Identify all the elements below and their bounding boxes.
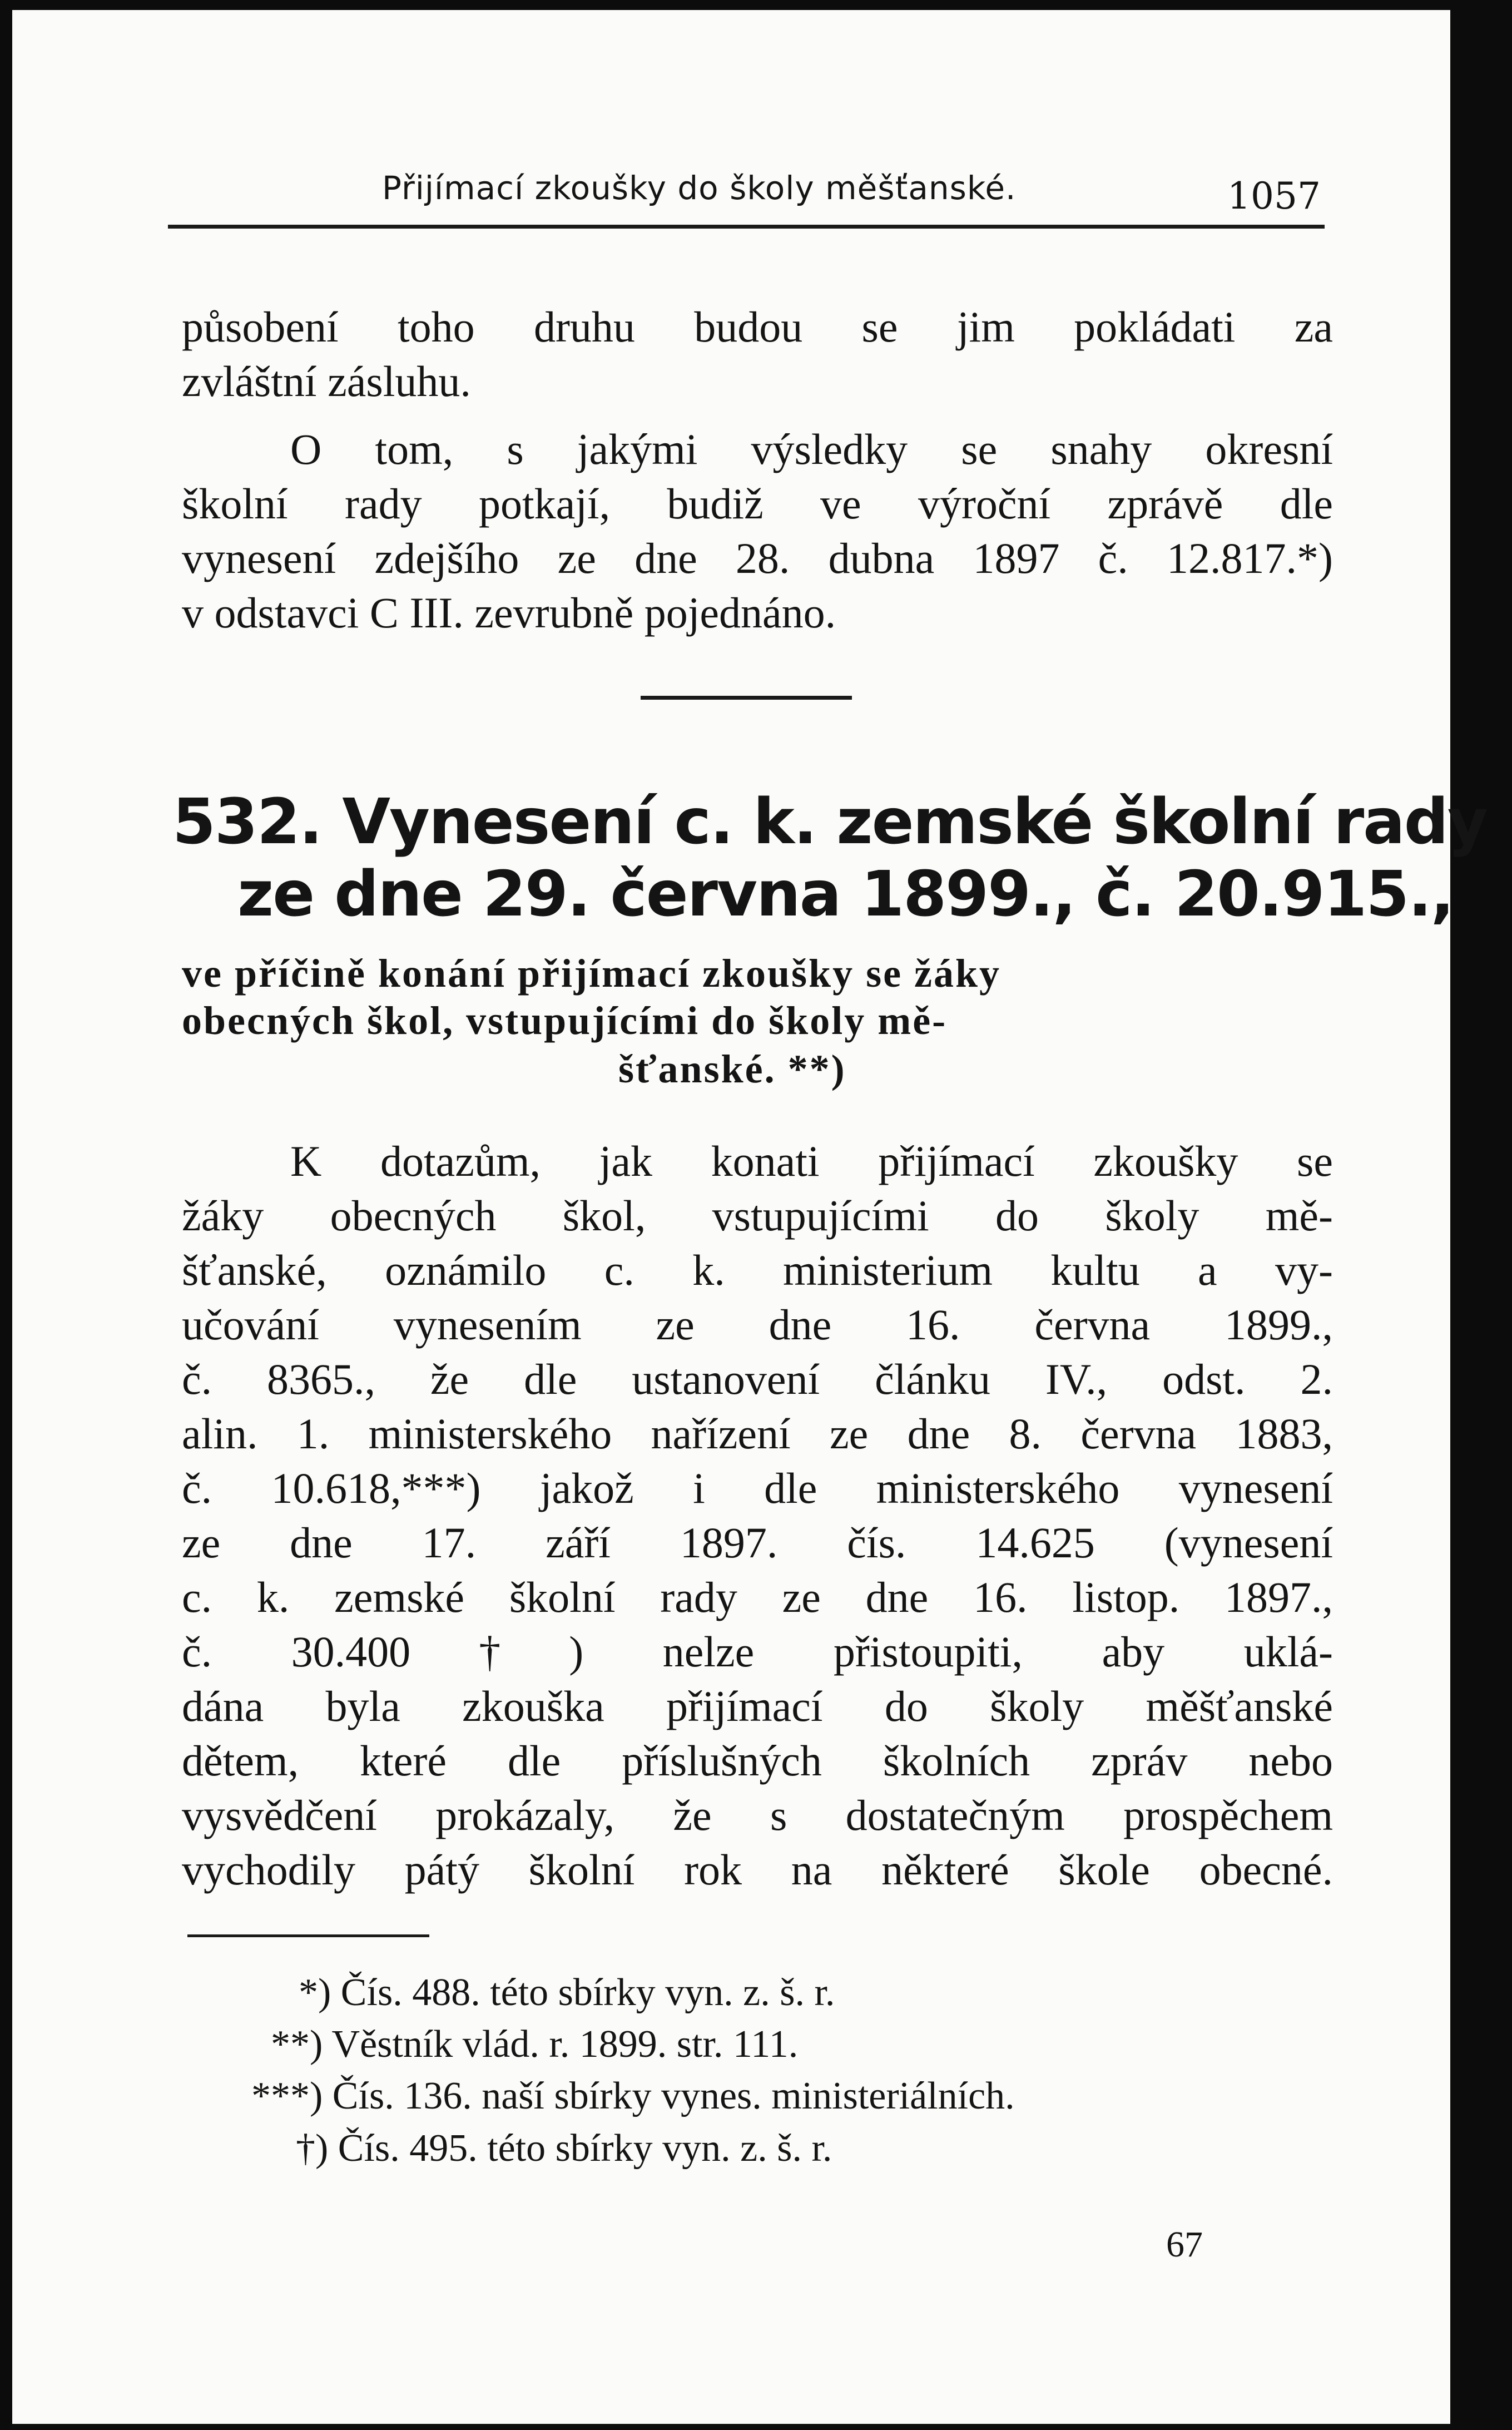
body-line: žáky obecných škol, vstupujícími do školy mě-: [182, 1191, 1333, 1240]
body-line: K dotazům, jak konati přijímací zkoušky se: [290, 1137, 1333, 1185]
section-divider: [641, 696, 852, 700]
header-rule: [168, 225, 1325, 229]
body-line: vychodily pátý školní rok na některé škole obecné.: [182, 1845, 1333, 1894]
body-line: č. 8365., že dle ustanovení článku IV., odst. 2.: [182, 1355, 1333, 1403]
section-subtitle: šťanské. **): [618, 1047, 846, 1091]
page-number: 1057: [1227, 175, 1321, 217]
intro-line: zvláštní zásluhu.: [182, 357, 471, 405]
footnote: **) Věstník vlád. r. 1899. str. 111.: [271, 2023, 799, 2066]
intro-line: vynesení zdejšího ze dne 28. dubna 1897 č. 12.817.*): [182, 534, 1333, 582]
body-line: dětem, které dle příslušných školních zpráv nebo: [182, 1736, 1333, 1785]
body-line: alin. 1. ministerského nařízení ze dne 8. června 1883,: [182, 1409, 1333, 1458]
body-line: c. k. zemské školní rady ze dne 16. listop. 1897.,: [182, 1573, 1333, 1621]
body-line: šťanské, oznámilo c. k. ministerium kultu a vy-: [182, 1246, 1333, 1294]
section-title: ze dne 29. června 1899., č. 20.915.,: [237, 858, 1454, 931]
intro-line: O tom, s jakými výsledky se snahy okresní: [290, 425, 1333, 473]
signature-mark: 67: [1166, 2224, 1203, 2265]
section-title: 532. Vynesení c. k. zemské školní rady: [172, 786, 1487, 858]
body-line: č. 10.618,***) jakož i dle ministerského vynesení: [182, 1464, 1333, 1512]
body-line: dána byla zkouška přijímací do školy měšťanské: [182, 1682, 1333, 1730]
body-line: č. 30.400†) nelze přistoupiti, aby uklá-: [182, 1627, 1333, 1676]
footnote-rule: [187, 1934, 429, 1937]
intro-line: působení toho druhu budou se jim pokládati za: [182, 303, 1333, 351]
section-subtitle: obecných škol, vstupujícími do školy mě-: [182, 998, 948, 1043]
book-page: [12, 10, 1487, 2424]
footnote: ***) Čís. 136. naší sbírky vynes. ministeriálních.: [251, 2075, 1015, 2117]
intro-line: v odstavci C III. zevrubně pojednáno.: [182, 588, 836, 637]
footnote: *) Čís. 488. této sbírky vyn. z. š. r.: [299, 1971, 835, 2014]
body-line: ze dne 17. září 1897. čís. 14.625 (vynesení: [182, 1518, 1333, 1567]
intro-line: školní rady potkají, budiž ve výroční zprávě dle: [182, 479, 1333, 528]
section-subtitle: ve příčině konání přijímací zkoušky se žáky: [182, 951, 1002, 996]
body-line: učování vynesením ze dne 16. června 1899.,: [182, 1300, 1333, 1349]
running-header: Přijímací zkoušky do školy měšťanské.: [382, 169, 1017, 207]
body-line: vysvědčení prokázaly, že s dostatečným prospěchem: [182, 1791, 1333, 1839]
footnote: †) Čís. 495. této sbírky vyn. z. š. r.: [296, 2127, 832, 2170]
